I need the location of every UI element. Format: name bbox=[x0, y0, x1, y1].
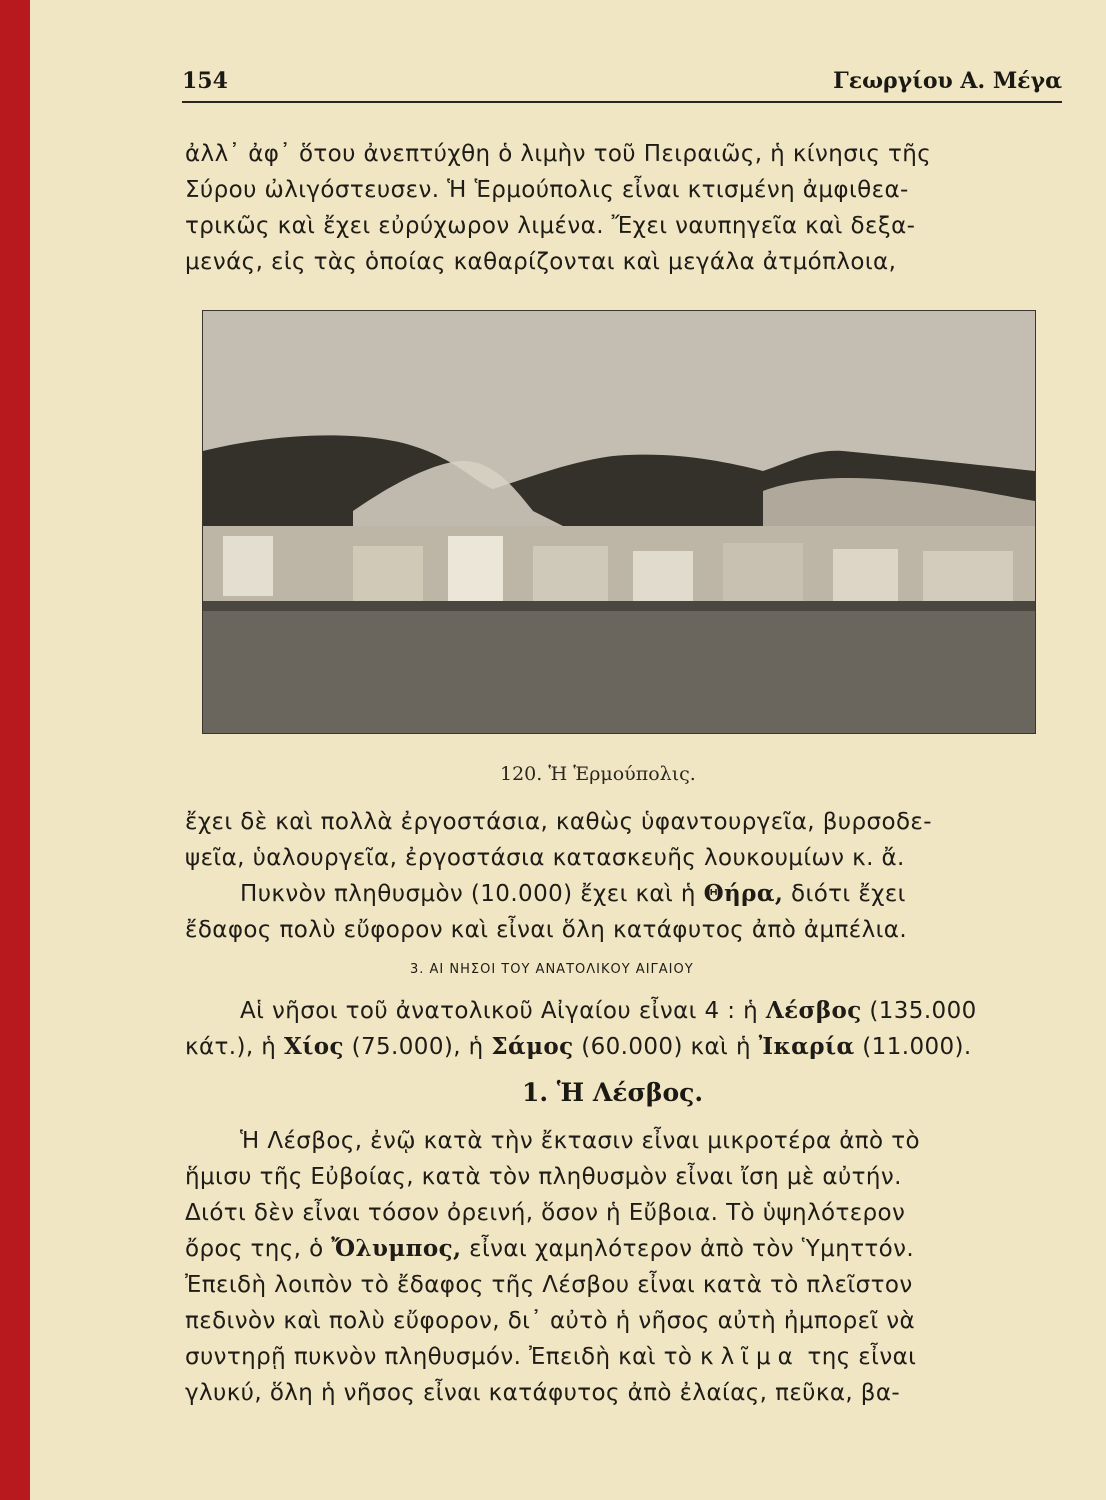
building bbox=[353, 546, 423, 601]
text-span: της εἶναι bbox=[799, 1344, 917, 1370]
text-span: κάτ.), ἡ bbox=[185, 1034, 284, 1060]
text-span: Αἱ νῆσοι τοῦ ἀνατολικοῦ Αἰγαίου εἶναι 4 : ἡ bbox=[240, 998, 766, 1024]
text-line: ἔδαφος πολὺ εὔφορον καὶ εἶναι ὅλη κατάφυτος ἀπὸ ἀμπέλια. bbox=[185, 917, 908, 943]
page-header bbox=[182, 68, 1062, 104]
text-line: ἔχει δὲ καὶ πολλὰ ἐργοστάσια, καθὼς ὑφαντουργεῖα, βυρσοδε- bbox=[185, 809, 932, 835]
book-page bbox=[30, 0, 1106, 1500]
text-span: (60.000) καὶ ἡ bbox=[573, 1034, 759, 1060]
header-rule bbox=[182, 101, 1062, 103]
island-name-samos: Σάμος bbox=[491, 1033, 574, 1060]
text-span: (11.000). bbox=[854, 1034, 972, 1060]
running-title: Γεωργίου Α. Μέγα bbox=[833, 68, 1062, 94]
text-span: εἶναι χαμηλότερον ἀπὸ τὸν Ὑμηττόν. bbox=[461, 1236, 915, 1262]
building bbox=[223, 536, 273, 596]
section-heading: 3. ΑΙ ΝΗΣΟΙ ΤΟΥ ΑΝΑΤΟΛΙΚΟΥ ΑΙΓΑΙΟΥ bbox=[410, 962, 694, 977]
page-number: 154 bbox=[182, 68, 228, 94]
mountain-name-olympos: Ὄλυμπος, bbox=[331, 1235, 462, 1262]
hermoupolis-photo bbox=[202, 310, 1036, 734]
emphasized-word-klima: κλῖμα bbox=[700, 1344, 800, 1370]
text-span: συντηρῇ πυκνὸν πληθυσμόν. Ἐπειδὴ καὶ τὸ bbox=[185, 1344, 701, 1370]
intro-paragraph bbox=[185, 136, 1055, 280]
text-line: πεδινὸν καὶ πολὺ εὔφορον, δι᾿ αὐτὸ ἡ νῆσος αὐτὴ ἠμπορεῖ νὰ bbox=[185, 1308, 916, 1334]
text-line: Διότι δὲν εἶναι τόσον ὀρεινή, ὅσον ἡ Εὔβοια. Τὸ ὑψηλότερον bbox=[185, 1200, 906, 1226]
text-line: τρικῶς καὶ ἔχει εὐρύχωρον λιμένα. Ἔχει ναυπηγεῖα καὶ δεξα- bbox=[185, 213, 916, 239]
text-line bbox=[185, 1231, 1055, 1267]
text-line bbox=[185, 1339, 1055, 1375]
text-line: Ἐπειδὴ λοιπὸν τὸ ἔδαφος τῆς Λέσβου εἶναι κατὰ τὸ πλεῖστον bbox=[185, 1272, 913, 1298]
text-line: Ἡ Λέσβος, ἐνῷ κατὰ τὴν ἔκτασιν εἶναι μικροτέρα ἀπὸ τὸ bbox=[240, 1128, 920, 1154]
text-line: ψεῖα, ὑαλουργεῖα, ἐργοστάσια κατασκευῆς λουκουμίων κ. ἄ. bbox=[185, 845, 905, 871]
text-line bbox=[185, 1029, 1055, 1065]
text-line: ἀλλ᾿ ἀφ᾿ ὅτου ἀνεπτύχθη ὁ λιμὴν τοῦ Πειραιῶς, ἡ κίνησις τῆς bbox=[185, 141, 932, 167]
text-span: Πυκνὸν πληθυσμὸν (10.000) ἔχει καὶ ἡ bbox=[240, 881, 704, 907]
figure-caption: 120. Ἡ Ἑρμούπολις. bbox=[500, 763, 696, 785]
text-span: (75.000), ἡ bbox=[343, 1034, 492, 1060]
text-line bbox=[185, 876, 1055, 912]
text-span: διότι ἔχει bbox=[783, 881, 906, 907]
building bbox=[633, 551, 693, 601]
quay bbox=[203, 601, 1035, 611]
island-name-chios: Χίος bbox=[283, 1033, 344, 1060]
building bbox=[533, 546, 608, 601]
text-line: γλυκύ, ὅλη ἡ νῆσος εἶναι κατάφυτος ἀπὸ ἐλαίας, πεῦκα, βα- bbox=[185, 1380, 901, 1406]
island-name-lesvos: Λέσβος bbox=[765, 997, 862, 1024]
island-name-ikaria: Ἰκαρία bbox=[758, 1033, 855, 1060]
town-buildings bbox=[203, 526, 1035, 606]
building bbox=[723, 543, 803, 601]
building bbox=[833, 549, 898, 601]
text-line: μενάς, εἰς τὰς ὁποίας καθαρίζονται καὶ μεγάλα ἀτμόπλοια, bbox=[185, 249, 897, 275]
lesvos-paragraph bbox=[185, 1123, 1055, 1411]
harbor-water bbox=[203, 601, 1035, 733]
text-line bbox=[185, 993, 1055, 1029]
page-content bbox=[30, 0, 1106, 1500]
text-line: Σύρου ὠλιγόστευσεν. Ἡ Ἑρμούπολις εἶναι κτισμένη ἀμφιθεα- bbox=[185, 177, 909, 203]
text-span: (135.000 bbox=[861, 998, 977, 1024]
text-line: ἥμισυ τῆς Εὐβοίας, κατὰ τὸν πληθυσμὸν εἶναι ἴση μὲ αὐτήν. bbox=[185, 1164, 902, 1190]
subsection-title: 1. Ἡ Λέσβος. bbox=[522, 1078, 704, 1107]
text-span: ὄρος της, ὁ bbox=[185, 1236, 332, 1262]
building bbox=[923, 551, 1013, 601]
building bbox=[448, 536, 503, 601]
island-name-thera: Θήρα, bbox=[703, 880, 784, 907]
islands-paragraph bbox=[185, 993, 1055, 1065]
middle-paragraph bbox=[185, 804, 1055, 948]
